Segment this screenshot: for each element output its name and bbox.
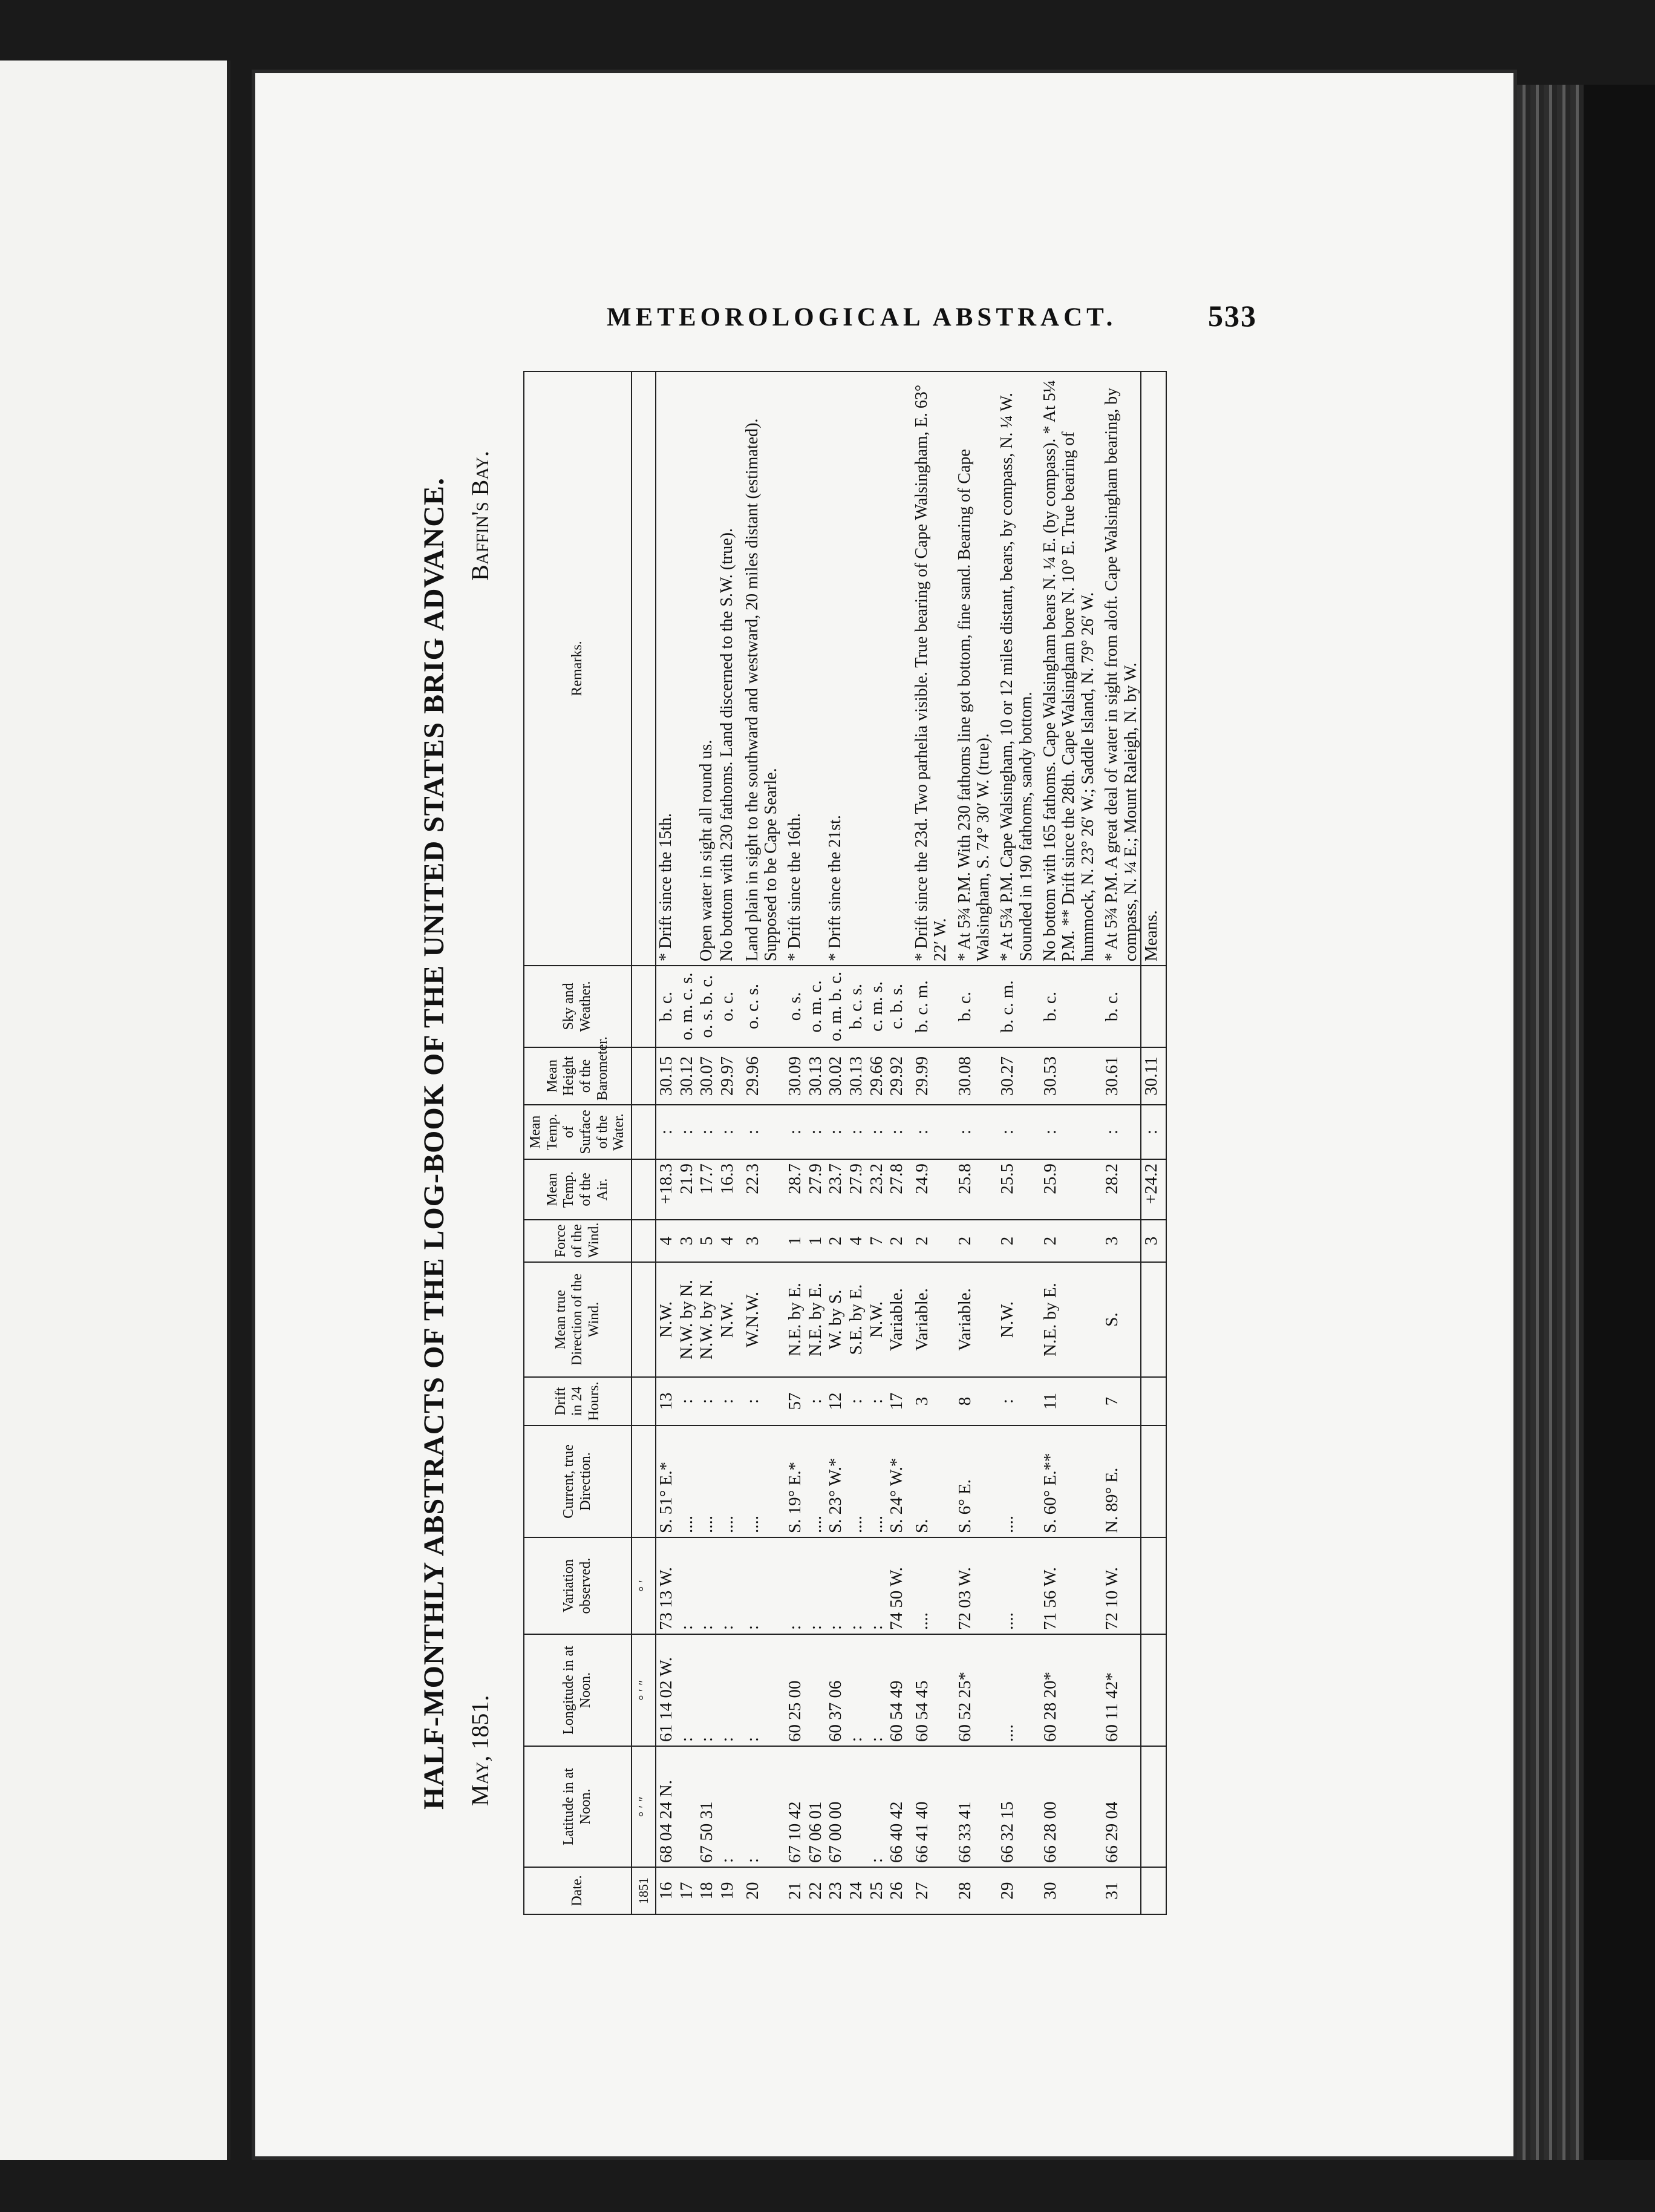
cell-variation: 72 10 W.	[1102, 1537, 1141, 1634]
cell-water-temp: :	[912, 1105, 950, 1159]
cell-current: ....	[717, 1425, 738, 1537]
cell-wind-direction: Variable.	[887, 1262, 907, 1377]
cell-variation: :	[826, 1537, 846, 1634]
cell-remarks: * At 5¾ P.M. Cape Walsingham, 10 or 12 miles distant, bears, by compass, N. ¼ W. Sounded in 190 fathoms, sandy bottom.	[997, 371, 1036, 966]
row-spacer	[738, 371, 743, 1914]
cell-remarks: * At 5¾ P.M. A great deal of water in sight from aloft. Cape Walsingham bearing, by compass, N. ¼ E.; Mount Raleigh, N. by W.	[1102, 371, 1141, 966]
header-row	[524, 371, 632, 1914]
table-row	[697, 371, 717, 1914]
cell-remarks: * Drift since the 21st.	[826, 371, 846, 966]
col-latitude: Latitude in at Noon.	[524, 1746, 632, 1867]
cell-latitude: :	[867, 1746, 887, 1867]
cell-water-temp: :	[826, 1105, 846, 1159]
cell-drift: 11	[1040, 1377, 1097, 1425]
table-row	[955, 371, 993, 1914]
cell-current: ....	[806, 1425, 826, 1537]
cell-sky: c. b. s.	[887, 966, 907, 1047]
cell-longitude: ....	[997, 1634, 1036, 1746]
cell-air-temp: 25.5	[997, 1159, 1036, 1220]
means-force: 3	[1141, 1220, 1166, 1262]
table-row	[1040, 371, 1097, 1914]
cell-drift: 3	[912, 1377, 950, 1425]
cell-longitude: 60 28 20*	[1040, 1634, 1097, 1746]
cell-barometer: 30.02	[826, 1047, 846, 1105]
cell-wind-direction: N.E. by E.	[785, 1262, 806, 1377]
cell-variation: ....	[997, 1537, 1036, 1634]
cell-drift: :	[846, 1377, 867, 1425]
cell-water-temp: :	[867, 1105, 887, 1159]
cell-variation: 74 50 W.	[887, 1537, 907, 1634]
lat-unit: ° ′ ″	[632, 1746, 656, 1867]
cell-date: 22	[806, 1867, 826, 1914]
cell-barometer: 30.13	[846, 1047, 867, 1105]
cell-barometer: 29.99	[912, 1047, 950, 1105]
cell-wind-direction: N.E. by E.	[806, 1262, 826, 1377]
cell-sky: o. s.	[785, 966, 806, 1047]
cell-barometer: 30.27	[997, 1047, 1036, 1105]
cell-latitude: 66 41 40	[912, 1746, 950, 1867]
cell-wind-force: 7	[867, 1220, 887, 1262]
cell-water-temp: :	[997, 1105, 1036, 1159]
cell-remarks: * At 5¾ P.M. With 230 fathoms line got bottom, fine sand. Bearing of Cape Walsingham, S. 74° 30′ W. (true).	[955, 371, 993, 966]
cell-wind-force: 4	[846, 1220, 867, 1262]
cell-water-temp: :	[743, 1105, 781, 1159]
cell-longitude: 60 52 25*	[955, 1634, 993, 1746]
cell-remarks	[887, 371, 907, 966]
cell-latitude: 66 32 15	[997, 1746, 1036, 1867]
cell-wind-force: 1	[806, 1220, 826, 1262]
cell-wind-force: 2	[887, 1220, 907, 1262]
cell-sky: o. c.	[717, 966, 738, 1047]
cell-longitude: :	[867, 1634, 887, 1746]
cell-drift: :	[743, 1377, 781, 1425]
cell-barometer: 30.53	[1040, 1047, 1097, 1105]
cell-current: S. 24° W.*	[887, 1425, 907, 1537]
cell-longitude: 61 14 02 W.	[656, 1634, 677, 1746]
cell-wind-direction: W.N.W.	[743, 1262, 781, 1377]
cell-sky: b. c.	[1102, 966, 1141, 1047]
cell-longitude: :	[717, 1634, 738, 1746]
cell-barometer: 30.07	[697, 1047, 717, 1105]
units-row	[632, 371, 656, 1914]
means-water: :	[1141, 1105, 1166, 1159]
cell-current: S.	[912, 1425, 950, 1537]
cell-current: ....	[997, 1425, 1036, 1537]
cell-remarks	[806, 371, 826, 966]
cell-air-temp: 28.7	[785, 1159, 806, 1220]
cell-date: 25	[867, 1867, 887, 1914]
cell-date: 23	[826, 1867, 846, 1914]
cell-wind-force: 2	[997, 1220, 1036, 1262]
cell-sky: o. m. c. s.	[677, 966, 697, 1047]
cell-current: ....	[697, 1425, 717, 1537]
col-sky: Sky and Weather.	[524, 966, 632, 1047]
cell-remarks: * Drift since the 15th.	[656, 371, 677, 966]
cell-date: 28	[955, 1867, 993, 1914]
cell-date: 18	[697, 1867, 717, 1914]
cell-longitude: :	[677, 1634, 697, 1746]
cell-date: 31	[1102, 1867, 1141, 1914]
cell-barometer: 30.15	[656, 1047, 677, 1105]
cell-air-temp: +18.3	[656, 1159, 677, 1220]
running-head: METEOROLOGICAL ABSTRACT.	[607, 303, 1117, 332]
cell-variation: :	[806, 1537, 826, 1634]
cell-sky: o. c. s.	[743, 966, 781, 1047]
means-air: +24.2	[1141, 1159, 1166, 1220]
cell-latitude	[677, 1746, 697, 1867]
cell-wind-force: 2	[1040, 1220, 1097, 1262]
cell-wind-force: 2	[912, 1220, 950, 1262]
cell-sky: o. s. b. c.	[697, 966, 717, 1047]
col-wind-force: Force of the Wind.	[524, 1220, 632, 1262]
col-air-temp: Mean Temp. of the Air.	[524, 1159, 632, 1220]
table-caption: HALF-MONTHLY ABSTRACTS OF THE LOG-BOOK OF THE UNITED STATES BRIG ADVANCE.	[418, 477, 450, 1810]
facing-page	[0, 61, 230, 2160]
cell-date: 17	[677, 1867, 697, 1914]
cell-air-temp: 23.2	[867, 1159, 887, 1220]
cell-variation: :	[697, 1537, 717, 1634]
cell-drift: :	[717, 1377, 738, 1425]
cell-wind-direction: N.W.	[656, 1262, 677, 1377]
cell-water-temp: :	[806, 1105, 826, 1159]
cell-sky: b. c.	[1040, 966, 1097, 1047]
cell-longitude: :	[697, 1634, 717, 1746]
table-row	[743, 371, 781, 1914]
cell-water-temp: :	[955, 1105, 993, 1159]
cell-date: 20	[743, 1867, 781, 1914]
table-row	[1102, 371, 1141, 1914]
cell-wind-force: 3	[743, 1220, 781, 1262]
cell-date: 24	[846, 1867, 867, 1914]
cell-sky: b. c. s.	[846, 966, 867, 1047]
cell-air-temp: 27.9	[806, 1159, 826, 1220]
means-label: Means.	[1141, 371, 1166, 966]
row-spacer	[950, 371, 955, 1914]
cell-drift: :	[806, 1377, 826, 1425]
cell-longitude: 60 54 49	[887, 1634, 907, 1746]
cell-air-temp: 23.7	[826, 1159, 846, 1220]
table-row	[656, 371, 677, 1914]
table-row	[912, 371, 950, 1914]
cell-water-temp: :	[1102, 1105, 1141, 1159]
row-spacer	[993, 371, 997, 1914]
cell-barometer: 29.97	[717, 1047, 738, 1105]
rotated-abstract-table	[417, 372, 1234, 1915]
cell-longitude: 60 54 45	[912, 1634, 950, 1746]
table-row	[806, 371, 826, 1914]
log-abstract-table	[523, 371, 1167, 1915]
cell-wind-direction: N.E. by E.	[1040, 1262, 1097, 1377]
cell-sky: b. c. m.	[912, 966, 950, 1047]
cell-drift: 13	[656, 1377, 677, 1425]
cell-wind-force: 5	[697, 1220, 717, 1262]
col-current: Current, true Direction.	[524, 1425, 632, 1537]
year-cell: 1851	[632, 1867, 656, 1914]
cell-variation: 71 56 W.	[1040, 1537, 1097, 1634]
cell-wind-direction: W. by S.	[826, 1262, 846, 1377]
cell-air-temp: 25.8	[955, 1159, 993, 1220]
cell-remarks	[677, 371, 697, 966]
cell-latitude: 67 06 01	[806, 1746, 826, 1867]
book-spine	[1517, 85, 1584, 2160]
cell-wind-force: 4	[656, 1220, 677, 1262]
cell-drift: 17	[887, 1377, 907, 1425]
cell-wind-direction: Variable.	[912, 1262, 950, 1377]
cell-drift: 8	[955, 1377, 993, 1425]
cell-water-temp: :	[656, 1105, 677, 1159]
cell-variation: 73 13 W.	[656, 1537, 677, 1634]
cell-sky: b. c. m.	[997, 966, 1036, 1047]
col-longitude: Longitude in at Noon.	[524, 1634, 632, 1746]
cell-sky: o. m. b. c.	[826, 966, 846, 1047]
cell-longitude: :	[743, 1634, 781, 1746]
cell-air-temp: 28.2	[1102, 1159, 1141, 1220]
cell-air-temp: 21.9	[677, 1159, 697, 1220]
table-row	[887, 371, 907, 1914]
month-label: May, 1851.	[466, 1695, 494, 1806]
col-drift: Drift in 24 Hours.	[524, 1377, 632, 1425]
cell-date: 27	[912, 1867, 950, 1914]
table-row	[677, 371, 697, 1914]
lon-unit: ° ′ ″	[632, 1634, 656, 1746]
col-remarks: Remarks.	[524, 371, 632, 966]
cell-remarks: Open water in sight all round us.	[697, 371, 717, 966]
cell-wind-direction: Variable.	[955, 1262, 993, 1377]
cell-current: S. 19° E.*	[785, 1425, 806, 1537]
table-row	[717, 371, 738, 1914]
cell-latitude: 66 29 04	[1102, 1746, 1141, 1867]
cell-water-temp: :	[785, 1105, 806, 1159]
cell-sky: b. c.	[955, 966, 993, 1047]
cell-drift: 12	[826, 1377, 846, 1425]
cell-latitude: 67 10 42	[785, 1746, 806, 1867]
cell-wind-force: 3	[677, 1220, 697, 1262]
cell-water-temp: :	[677, 1105, 697, 1159]
cell-remarks	[846, 371, 867, 966]
cell-current: S. 60° E.**	[1040, 1425, 1097, 1537]
cell-latitude: :	[743, 1746, 781, 1867]
cell-barometer: 30.13	[806, 1047, 826, 1105]
table-row	[867, 371, 887, 1914]
cell-date: 29	[997, 1867, 1036, 1914]
cell-latitude: :	[717, 1746, 738, 1867]
cell-latitude: 66 28 00	[1040, 1746, 1097, 1867]
cell-drift: :	[997, 1377, 1036, 1425]
cell-air-temp: 27.8	[887, 1159, 907, 1220]
col-wind-direction: Mean true Direction of the Wind.	[524, 1262, 632, 1377]
cell-remarks	[867, 371, 887, 966]
cell-barometer: 30.61	[1102, 1047, 1141, 1105]
cell-drift: :	[867, 1377, 887, 1425]
cell-longitude	[806, 1634, 826, 1746]
cell-air-temp: 17.7	[697, 1159, 717, 1220]
cell-sky: b. c.	[656, 966, 677, 1047]
cell-remarks: * Drift since the 16th.	[785, 371, 806, 966]
cell-variation: :	[867, 1537, 887, 1634]
cell-barometer: 29.92	[887, 1047, 907, 1105]
cell-air-temp: 27.9	[846, 1159, 867, 1220]
cell-air-temp: 25.9	[1040, 1159, 1097, 1220]
cell-longitude: :	[846, 1634, 867, 1746]
cell-air-temp: 22.3	[743, 1159, 781, 1220]
place-label: Baffin's Bay.	[466, 451, 494, 581]
cell-drift: :	[697, 1377, 717, 1425]
table-row	[785, 371, 806, 1914]
col-barometer: Mean Height of the Barometer.	[524, 1047, 632, 1105]
cell-air-temp: 24.9	[912, 1159, 950, 1220]
means-row	[1141, 371, 1166, 1914]
cell-variation: ....	[912, 1537, 950, 1634]
cell-wind-force: 1	[785, 1220, 806, 1262]
cell-wind-direction: N.W.	[867, 1262, 887, 1377]
col-water-temp: Mean Temp. of Surface of the Water.	[524, 1105, 632, 1159]
cell-current: ....	[867, 1425, 887, 1537]
cell-variation: :	[717, 1537, 738, 1634]
cell-water-temp: :	[846, 1105, 867, 1159]
cell-date: 16	[656, 1867, 677, 1914]
var-unit: ° ′	[632, 1537, 656, 1634]
cell-variation: :	[785, 1537, 806, 1634]
means-baro: 30.11	[1141, 1047, 1166, 1105]
cell-barometer: 30.08	[955, 1047, 993, 1105]
cell-drift: 57	[785, 1377, 806, 1425]
cell-drift: :	[677, 1377, 697, 1425]
page-number: 533	[1208, 299, 1257, 333]
cell-wind-direction: N.W.	[997, 1262, 1036, 1377]
cell-remarks: No bottom with 230 fathoms. Land discerned to the S.W. (true).	[717, 371, 738, 966]
cell-sky: c. m. s.	[867, 966, 887, 1047]
cell-variation: :	[677, 1537, 697, 1634]
cell-air-temp: 16.3	[717, 1159, 738, 1220]
row-spacer	[1097, 371, 1102, 1914]
cell-date: 21	[785, 1867, 806, 1914]
cell-wind-direction: N.W. by N.	[677, 1262, 697, 1377]
cell-barometer: 30.12	[677, 1047, 697, 1105]
cell-wind-direction: N.W.	[717, 1262, 738, 1377]
cell-variation: :	[743, 1537, 781, 1634]
cell-water-temp: :	[697, 1105, 717, 1159]
cell-latitude: 68 04 24 N.	[656, 1746, 677, 1867]
cell-wind-force: 2	[955, 1220, 993, 1262]
cell-longitude: 60 11 42*	[1102, 1634, 1141, 1746]
cell-latitude: 66 40 42	[887, 1746, 907, 1867]
row-spacer	[907, 371, 912, 1914]
cell-current: S. 51° E.*	[656, 1425, 677, 1537]
cell-latitude: 67 00 00	[826, 1746, 846, 1867]
cell-barometer: 29.96	[743, 1047, 781, 1105]
cell-remarks: Land plain in sight to the southward and westward, 20 miles distant (estimated). Supposed to be Cape Searle.	[743, 371, 781, 966]
cell-date: 19	[717, 1867, 738, 1914]
cell-latitude	[846, 1746, 867, 1867]
cell-water-temp: :	[887, 1105, 907, 1159]
cell-variation: :	[846, 1537, 867, 1634]
table-row	[826, 371, 846, 1914]
row-spacer	[780, 371, 785, 1914]
table-row	[997, 371, 1036, 1914]
cell-current: ....	[743, 1425, 781, 1537]
cell-wind-force: 2	[826, 1220, 846, 1262]
cell-date: 26	[887, 1867, 907, 1914]
cell-current: S. 6° E.	[955, 1425, 993, 1537]
cell-wind-direction: S.	[1102, 1262, 1141, 1377]
cell-remarks: * Drift since the 23d. Two parhelia visible. True bearing of Cape Walsingham, E. 63° 22′ W.	[912, 371, 950, 966]
table-row	[846, 371, 867, 1914]
cell-date: 30	[1040, 1867, 1097, 1914]
table-body	[656, 371, 1166, 1914]
cell-wind-force: 4	[717, 1220, 738, 1262]
cell-drift: 7	[1102, 1377, 1141, 1425]
cell-current: N. 89° E.	[1102, 1425, 1141, 1537]
col-date: Date.	[524, 1867, 632, 1914]
cell-current: S. 23° W.*	[826, 1425, 846, 1537]
cell-wind-direction: N.W. by N.	[697, 1262, 717, 1377]
cell-longitude: 60 25 00	[785, 1634, 806, 1746]
cell-latitude: 66 33 41	[955, 1746, 993, 1867]
cell-wind-force: 3	[1102, 1220, 1141, 1262]
cell-remarks: No bottom with 165 fathoms. Cape Walsingham bears N. ¼ E. (by compass). * At 5¼ P.M. ** Drift since the 28th. Cape Walsingham bore N. 10° E. True bearing of hummock, N. 23° 26′ W.; Saddle Island, N. 79° 26′ W.	[1040, 371, 1097, 966]
cell-latitude: 67 50 31	[697, 1746, 717, 1867]
scan-border	[1584, 85, 1655, 2160]
cell-wind-direction: S.E. by E.	[846, 1262, 867, 1377]
cell-longitude: 60 37 06	[826, 1634, 846, 1746]
cell-barometer: 29.66	[867, 1047, 887, 1105]
cell-sky: o. m. c.	[806, 966, 826, 1047]
col-variation: Variation observed.	[524, 1537, 632, 1634]
cell-variation: 72 03 W.	[955, 1537, 993, 1634]
cell-current: ....	[677, 1425, 697, 1537]
cell-water-temp: :	[1040, 1105, 1097, 1159]
cell-current: ....	[846, 1425, 867, 1537]
cell-barometer: 30.09	[785, 1047, 806, 1105]
table-subcaption	[466, 372, 508, 1915]
row-spacer	[1036, 371, 1040, 1914]
cell-water-temp: :	[717, 1105, 738, 1159]
